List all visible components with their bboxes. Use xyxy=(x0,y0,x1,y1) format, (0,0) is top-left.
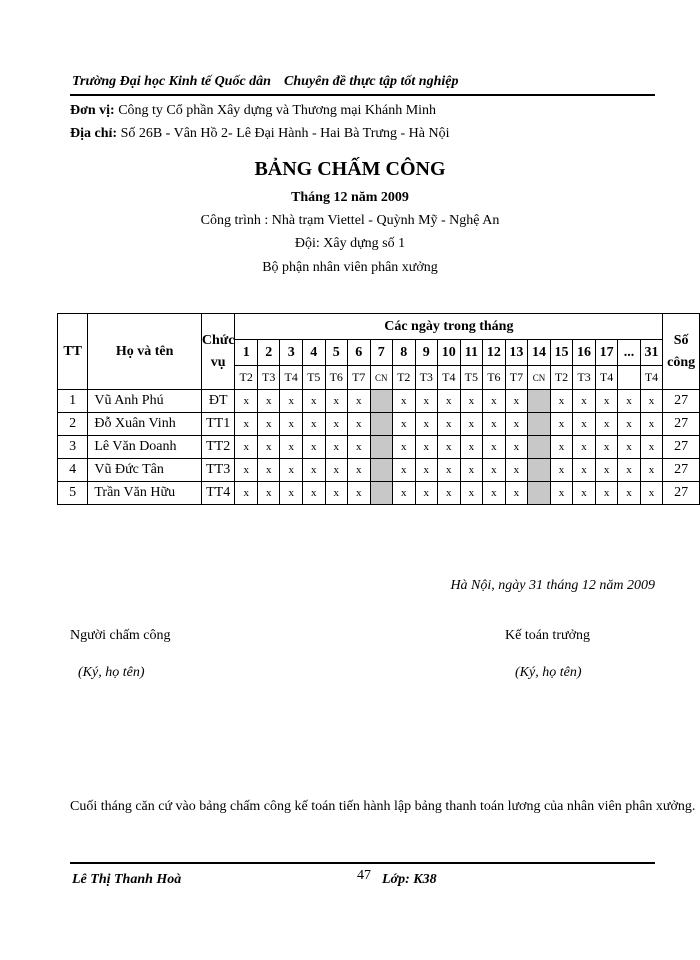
attendance-mark: x xyxy=(280,482,303,505)
attendance-mark: x xyxy=(460,390,483,413)
attendance-mark: x xyxy=(640,482,663,505)
signer-right-note: (Ký, họ tên) xyxy=(515,665,582,680)
row-tt: 2 xyxy=(58,413,88,436)
attendance-mark: x xyxy=(550,482,573,505)
attendance-mark: x xyxy=(595,482,618,505)
attendance-mark: x xyxy=(393,482,416,505)
sunday-cell xyxy=(528,482,551,505)
attendance-mark: x xyxy=(573,436,596,459)
header-tt: TT xyxy=(58,314,88,390)
address-line xyxy=(70,126,449,142)
attendance-mark: x xyxy=(280,390,303,413)
weekday-label: T7 xyxy=(348,366,371,390)
day-number: 9 xyxy=(415,340,438,366)
attendance-mark: x xyxy=(325,482,348,505)
row-tt: 3 xyxy=(58,436,88,459)
table-row xyxy=(58,436,700,459)
attendance-mark: x xyxy=(348,436,371,459)
day-number: 10 xyxy=(438,340,461,366)
attendance-mark: x xyxy=(505,390,528,413)
attendance-mark: x xyxy=(640,436,663,459)
attendance-mark: x xyxy=(235,390,258,413)
sunday-cell xyxy=(370,413,392,436)
table-row xyxy=(58,459,700,482)
day-number: 5 xyxy=(325,340,348,366)
sunday-cell xyxy=(528,459,551,482)
attendance-mark: x xyxy=(302,459,325,482)
attendance-mark: x xyxy=(618,436,640,459)
team-line: Đội: Xây dựng số 1 xyxy=(294,236,406,251)
attendance-mark: x xyxy=(505,482,528,505)
attendance-mark: x xyxy=(573,413,596,436)
weekday-label: T6 xyxy=(325,366,348,390)
attendance-mark: x xyxy=(393,459,416,482)
header-position: Chức vụ xyxy=(201,314,235,390)
attendance-mark: x xyxy=(573,482,596,505)
weekday-label: T3 xyxy=(415,366,438,390)
attendance-mark: x xyxy=(483,436,506,459)
day-number: 7 xyxy=(370,340,392,366)
row-total: 27 xyxy=(663,482,700,505)
sunday-cell xyxy=(528,390,551,413)
class-name: Lớp: K38 xyxy=(382,872,437,887)
day-number: ... xyxy=(618,340,640,366)
page-header xyxy=(70,72,655,96)
attendance-mark: x xyxy=(415,413,438,436)
author-name: Lê Thị Thanh Hoà xyxy=(72,872,182,887)
attendance-mark: x xyxy=(640,390,663,413)
attendance-mark: x xyxy=(460,413,483,436)
attendance-mark: x xyxy=(302,436,325,459)
attendance-mark: x xyxy=(595,436,618,459)
row-name: Trần Văn Hữu xyxy=(88,482,202,505)
sunday-cell xyxy=(528,436,551,459)
row-name: Vũ Đức Tân xyxy=(88,459,202,482)
row-position: TT3 xyxy=(201,459,235,482)
attendance-mark: x xyxy=(415,482,438,505)
day-number: 6 xyxy=(348,340,371,366)
weekday-label: CN xyxy=(528,366,551,390)
attendance-mark: x xyxy=(393,390,416,413)
header-total: Số công xyxy=(663,314,700,390)
attendance-mark: x xyxy=(325,390,348,413)
row-name: Vũ Anh Phú xyxy=(88,390,202,413)
day-number: 14 xyxy=(528,340,551,366)
attendance-mark: x xyxy=(595,413,618,436)
sunday-cell xyxy=(528,413,551,436)
unit-value: Công ty Cổ phần Xây dựng và Thương mại Khánh Minh xyxy=(114,103,437,118)
attendance-mark: x xyxy=(505,413,528,436)
attendance-mark: x xyxy=(348,459,371,482)
attendance-mark: x xyxy=(393,413,416,436)
attendance-mark: x xyxy=(235,459,258,482)
attendance-mark: x xyxy=(302,413,325,436)
attendance-mark: x xyxy=(618,413,640,436)
attendance-mark: x xyxy=(325,436,348,459)
weekday-label xyxy=(618,366,640,390)
row-total: 27 xyxy=(663,390,700,413)
attendance-mark: x xyxy=(573,459,596,482)
sunday-cell xyxy=(370,390,392,413)
date-line: Hà Nội, ngày 31 tháng 12 năm 2009 xyxy=(450,578,655,593)
day-number: 15 xyxy=(550,340,573,366)
attendance-mark: x xyxy=(550,413,573,436)
attendance-mark: x xyxy=(348,413,371,436)
project-line: Công trình : Nhà trạm Viettel - Quỳnh Mỹ - Nghệ An xyxy=(200,213,500,228)
attendance-mark: x xyxy=(415,436,438,459)
attendance-mark: x xyxy=(460,459,483,482)
day-number: 4 xyxy=(302,340,325,366)
attendance-mark: x xyxy=(280,413,303,436)
attendance-mark: x xyxy=(640,459,663,482)
attendance-mark: x xyxy=(438,390,461,413)
attendance-mark: x xyxy=(257,390,280,413)
row-name: Đỗ Xuân Vinh xyxy=(88,413,202,436)
attendance-mark: x xyxy=(505,459,528,482)
weekday-label: T3 xyxy=(257,366,280,390)
row-position: TT2 xyxy=(201,436,235,459)
day-number: 1 xyxy=(235,340,258,366)
attendance-mark: x xyxy=(438,436,461,459)
department-line: Bộ phận nhân viên phân xưởng xyxy=(262,260,438,275)
table-row xyxy=(58,390,700,413)
attendance-mark: x xyxy=(573,390,596,413)
attendance-mark: x xyxy=(257,413,280,436)
attendance-mark: x xyxy=(235,482,258,505)
weekday-label: T2 xyxy=(393,366,416,390)
row-position: ĐT xyxy=(201,390,235,413)
attendance-mark: x xyxy=(235,436,258,459)
day-number: 3 xyxy=(280,340,303,366)
attendance-table xyxy=(57,313,700,505)
page-footer xyxy=(70,862,655,894)
signer-right: Kế toán trưởng xyxy=(505,628,590,643)
month-line: Tháng 12 năm 2009 xyxy=(291,190,409,205)
attendance-mark: x xyxy=(348,390,371,413)
row-tt: 1 xyxy=(58,390,88,413)
attendance-mark: x xyxy=(640,413,663,436)
weekday-label: T4 xyxy=(640,366,663,390)
attendance-mark: x xyxy=(235,413,258,436)
attendance-mark: x xyxy=(257,482,280,505)
attendance-mark: x xyxy=(460,436,483,459)
row-total: 27 xyxy=(663,413,700,436)
day-number: 2 xyxy=(257,340,280,366)
day-number: 31 xyxy=(640,340,663,366)
weekday-label: CN xyxy=(370,366,392,390)
attendance-mark: x xyxy=(595,390,618,413)
weekday-label: T4 xyxy=(438,366,461,390)
row-tt: 4 xyxy=(58,459,88,482)
sunday-cell xyxy=(370,459,392,482)
closing-note: Cuối tháng căn cứ vào bảng chấm công kế toán tiến hành lập bảng thanh toán lương của nhân viên phân xưởng. xyxy=(70,799,696,814)
attendance-mark: x xyxy=(483,459,506,482)
attendance-mark: x xyxy=(257,436,280,459)
weekday-label: T3 xyxy=(573,366,596,390)
day-number: 17 xyxy=(595,340,618,366)
table-row xyxy=(58,482,700,505)
weekday-label: T7 xyxy=(505,366,528,390)
attendance-mark: x xyxy=(325,459,348,482)
document-title: BẢNG CHẤM CÔNG xyxy=(254,158,446,180)
attendance-mark: x xyxy=(595,459,618,482)
attendance-mark: x xyxy=(415,390,438,413)
day-number: 8 xyxy=(393,340,416,366)
attendance-mark: x xyxy=(618,390,640,413)
attendance-mark: x xyxy=(483,390,506,413)
day-number: 12 xyxy=(483,340,506,366)
weekday-label: T2 xyxy=(550,366,573,390)
page-number: 47 xyxy=(357,868,371,883)
attendance-mark: x xyxy=(460,482,483,505)
attendance-mark: x xyxy=(302,482,325,505)
report-topic: Chuyên đề thực tập tốt nghiệp xyxy=(284,74,459,89)
attendance-mark: x xyxy=(280,436,303,459)
day-number: 16 xyxy=(573,340,596,366)
weekday-label: T4 xyxy=(595,366,618,390)
attendance-mark: x xyxy=(438,459,461,482)
weekday-label: T4 xyxy=(280,366,303,390)
sunday-cell xyxy=(370,436,392,459)
attendance-mark: x xyxy=(618,459,640,482)
address-value: Số 26B - Vân Hồ 2- Lê Đại Hành - Hai Bà Trưng - Hà Nội xyxy=(117,126,450,141)
attendance-mark: x xyxy=(438,413,461,436)
attendance-mark: x xyxy=(393,436,416,459)
header-name: Họ và tên xyxy=(88,314,202,390)
address-label: Địa chỉ: xyxy=(70,126,118,141)
attendance-mark: x xyxy=(550,390,573,413)
weekday-label: T2 xyxy=(235,366,258,390)
attendance-mark: x xyxy=(280,459,303,482)
weekday-label: T5 xyxy=(460,366,483,390)
day-number: 11 xyxy=(460,340,483,366)
attendance-mark: x xyxy=(257,459,280,482)
table-row xyxy=(58,413,700,436)
row-tt: 5 xyxy=(58,482,88,505)
weekday-label: T6 xyxy=(483,366,506,390)
unit-line xyxy=(70,103,436,119)
attendance-mark: x xyxy=(483,413,506,436)
header-days: Các ngày trong tháng xyxy=(235,314,663,340)
attendance-mark: x xyxy=(302,390,325,413)
sunday-cell xyxy=(370,482,392,505)
school-name: Trường Đại học Kinh tế Quốc dân xyxy=(72,74,271,89)
unit-label: Đơn vị: xyxy=(70,103,115,118)
attendance-mark: x xyxy=(550,436,573,459)
attendance-mark: x xyxy=(438,482,461,505)
attendance-mark: x xyxy=(348,482,371,505)
attendance-mark: x xyxy=(618,482,640,505)
attendance-mark: x xyxy=(483,482,506,505)
day-number: 13 xyxy=(505,340,528,366)
row-position: TT4 xyxy=(201,482,235,505)
row-position: TT1 xyxy=(201,413,235,436)
row-total: 27 xyxy=(663,436,700,459)
row-name: Lê Văn Doanh xyxy=(88,436,202,459)
attendance-mark: x xyxy=(505,436,528,459)
signer-left: Người chấm công xyxy=(70,628,171,643)
signer-left-note: (Ký, họ tên) xyxy=(78,665,145,680)
weekday-label: T5 xyxy=(302,366,325,390)
row-total: 27 xyxy=(663,459,700,482)
attendance-mark: x xyxy=(550,459,573,482)
attendance-mark: x xyxy=(325,413,348,436)
attendance-mark: x xyxy=(415,459,438,482)
